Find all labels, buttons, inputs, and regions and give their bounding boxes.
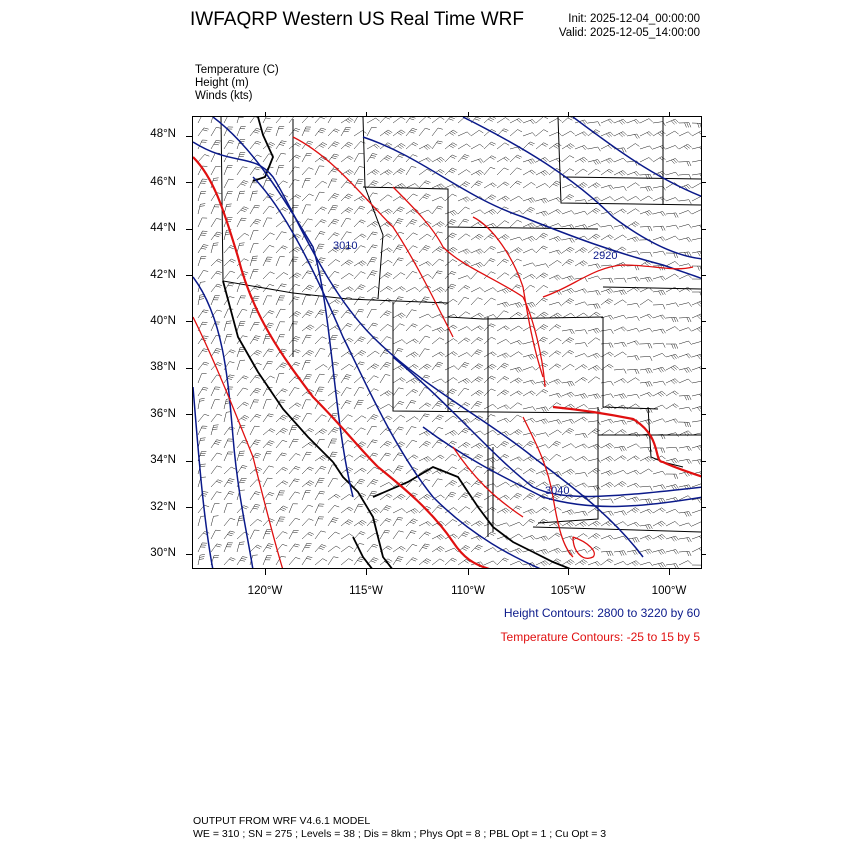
height-contour-label: 2920 [593, 250, 618, 262]
lat-label: 38°N [150, 361, 176, 373]
field-winds: Winds (kts) [195, 90, 253, 102]
lat-label: 42°N [150, 269, 176, 281]
axis-tick [702, 368, 706, 369]
axis-tick [702, 229, 706, 230]
axis-tick [186, 321, 192, 322]
axis-tick [186, 229, 192, 230]
axis-tick [669, 569, 670, 575]
axis-tick [366, 112, 367, 116]
axis-tick [186, 507, 192, 508]
axis-tick [702, 136, 706, 137]
axis-tick [186, 414, 192, 415]
axis-tick [702, 461, 706, 462]
axis-tick [186, 182, 192, 183]
axis-tick [702, 414, 706, 415]
model-settings: WE = 310 ; SN = 275 ; Levels = 38 ; Dis = 8km ; Phys Opt = 8 ; PBL Opt = 1 ; Cu Opt = 3 [193, 828, 607, 840]
map-title: IWFAQRP Western US Real Time WRF [190, 9, 524, 30]
axis-tick [186, 136, 192, 137]
axis-tick [186, 554, 192, 555]
axis-tick [186, 275, 192, 276]
field-height: Height (m) [195, 77, 249, 89]
lat-label: 32°N [150, 501, 176, 513]
height-contour-label: 3010 [333, 240, 358, 252]
lon-label: 105°W [550, 585, 586, 597]
height-contour-legend: Height Contours: 2800 to 3220 by 60 [503, 606, 700, 620]
init-time: Init: 2025-12-04_00:00:00 [568, 13, 700, 25]
axis-tick [669, 112, 670, 116]
map-panel [192, 116, 702, 569]
axis-tick [568, 112, 569, 116]
valid-time: Valid: 2025-12-05_14:00:00 [558, 27, 700, 39]
axis-tick [468, 569, 469, 575]
state-borders [221, 117, 702, 537]
axis-tick [468, 112, 469, 116]
map-canvas [193, 117, 702, 569]
axis-tick [702, 507, 706, 508]
axis-tick [568, 569, 569, 575]
field-temperature: Temperature (C) [195, 64, 279, 76]
lon-label: 115°W [349, 585, 383, 597]
axis-tick [186, 461, 192, 462]
axis-tick [186, 368, 192, 369]
axis-tick [265, 112, 266, 116]
temperature-contour-legend: Temperature Contours: -25 to 15 by 5 [500, 630, 700, 644]
height-contour-label: 3040 [545, 485, 570, 497]
lat-label: 36°N [150, 408, 176, 420]
axis-tick [702, 321, 706, 322]
model-info: OUTPUT FROM WRF V4.6.1 MODEL [193, 815, 371, 827]
axis-tick [702, 275, 706, 276]
lat-label: 48°N [150, 128, 176, 140]
axis-tick [366, 569, 367, 575]
axis-tick [702, 554, 706, 555]
lat-label: 44°N [150, 222, 176, 234]
lat-label: 30°N [150, 547, 176, 559]
lon-label: 110°W [451, 585, 485, 597]
lat-label: 34°N [150, 454, 176, 466]
lat-label: 40°N [150, 315, 176, 327]
lon-label: 100°W [651, 585, 687, 597]
lat-label: 46°N [150, 176, 176, 188]
lon-label: 120°W [247, 585, 283, 597]
axis-tick [702, 182, 706, 183]
axis-tick [265, 569, 266, 575]
